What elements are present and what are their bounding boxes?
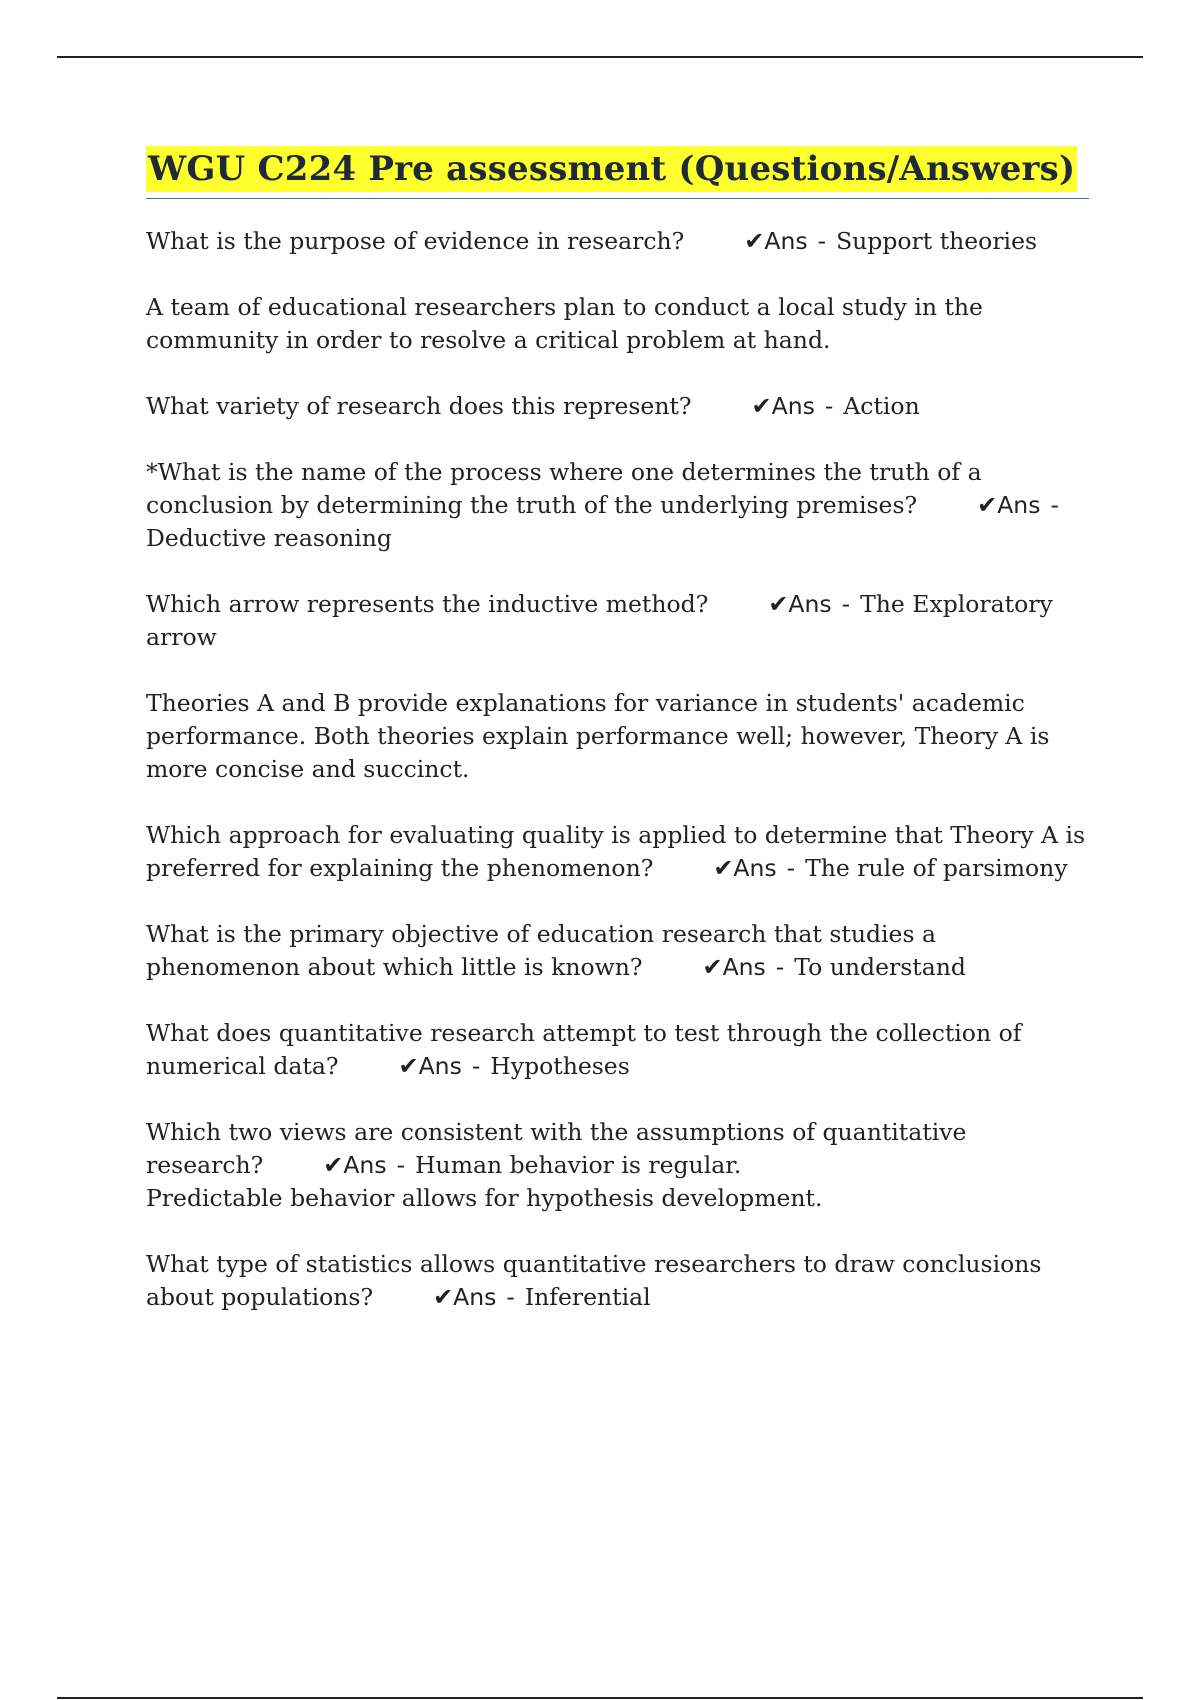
dash-separator: - bbox=[1050, 491, 1059, 519]
question-text: What is the primary objective of education research that studies a phenomenon about which little is known? bbox=[146, 920, 936, 981]
answer-text: The Exploratory arrow bbox=[146, 590, 1053, 651]
check-icon: ✔ bbox=[744, 227, 765, 255]
answer-text: Action bbox=[843, 392, 920, 420]
ans-label: Ans bbox=[764, 227, 808, 255]
answer-text: The rule of parsimony bbox=[805, 854, 1068, 882]
qa-item bbox=[146, 687, 1089, 786]
answer-text: Human behavior is regular. bbox=[415, 1151, 742, 1179]
qa-item bbox=[146, 225, 1089, 258]
check-icon: ✔ bbox=[433, 1283, 454, 1311]
qa-item bbox=[146, 390, 1089, 423]
answer-text-continued: Predictable behavior allows for hypothesis development. bbox=[146, 1184, 823, 1212]
check-icon: ✔ bbox=[323, 1151, 344, 1179]
dash-separator: - bbox=[841, 590, 851, 618]
question-text: What type of statistics allows quantitative researchers to draw conclusions about populations? bbox=[146, 1250, 1042, 1311]
qa-item bbox=[146, 1116, 1089, 1215]
title-block bbox=[146, 146, 1089, 199]
document-body bbox=[146, 146, 1089, 1347]
check-icon: ✔ bbox=[977, 491, 998, 519]
dash-separator: - bbox=[824, 392, 834, 420]
question-text: *What is the name of the process where one determines the truth of a conclusion by determining the truth of the underlying premises? bbox=[146, 458, 982, 519]
question-text: Which approach for evaluating quality is applied to determine that Theory A is preferred for explaining the phenomenon? bbox=[146, 821, 1086, 882]
answer-text: Inferential bbox=[524, 1283, 651, 1311]
bottom-rule bbox=[57, 1697, 1143, 1699]
qa-item bbox=[146, 456, 1089, 555]
check-icon: ✔ bbox=[398, 1052, 419, 1080]
qa-item bbox=[146, 1248, 1089, 1314]
dash-separator: - bbox=[506, 1283, 515, 1311]
qa-item bbox=[146, 1017, 1089, 1083]
ans-label: Ans bbox=[453, 1283, 497, 1311]
dash-separator: - bbox=[471, 1052, 481, 1080]
document-title: WGU C224 Pre assessment (Questions/Answers) bbox=[146, 146, 1077, 192]
qa-item bbox=[146, 918, 1089, 984]
qa-item bbox=[146, 291, 1089, 357]
ans-label: Ans bbox=[418, 1052, 462, 1080]
qa-item bbox=[146, 588, 1089, 654]
qa-item bbox=[146, 819, 1089, 885]
question-text: What is the purpose of evidence in research? bbox=[146, 227, 685, 255]
answer-text: Hypotheses bbox=[490, 1052, 630, 1080]
check-icon: ✔ bbox=[768, 590, 789, 618]
question-text: Which two views are consistent with the assumptions of quantitative research? bbox=[146, 1118, 967, 1179]
dash-separator: - bbox=[786, 854, 796, 882]
answer-text: Deductive reasoning bbox=[146, 524, 392, 552]
question-text: What variety of research does this represent? bbox=[146, 392, 692, 420]
answer-text: Support theories bbox=[836, 227, 1038, 255]
ans-label: Ans bbox=[733, 854, 777, 882]
answer-text: To understand bbox=[794, 953, 966, 981]
dash-separator: - bbox=[396, 1151, 406, 1179]
ans-label: Ans bbox=[343, 1151, 387, 1179]
ans-label: Ans bbox=[788, 590, 832, 618]
dash-separator: - bbox=[775, 953, 785, 981]
ans-label: Ans bbox=[771, 392, 815, 420]
top-rule bbox=[57, 56, 1143, 58]
ans-label: Ans bbox=[722, 953, 766, 981]
ans-label: Ans bbox=[997, 491, 1041, 519]
question-text: What does quantitative research attempt to test through the collection of numerical data? bbox=[146, 1019, 1022, 1080]
scenario-text: Theories A and B provide explanations for variance in students' academic performance. Both theories explain performance well; however, Theory A is more concise and succinct. bbox=[146, 689, 1050, 783]
check-icon: ✔ bbox=[751, 392, 772, 420]
scenario-text: A team of educational researchers plan to conduct a local study in the community in order to resolve a critical problem at hand. bbox=[146, 293, 983, 354]
check-icon: ✔ bbox=[713, 854, 734, 882]
dash-separator: - bbox=[817, 227, 827, 255]
question-text: Which arrow represents the inductive method? bbox=[146, 590, 709, 618]
check-icon: ✔ bbox=[702, 953, 723, 981]
